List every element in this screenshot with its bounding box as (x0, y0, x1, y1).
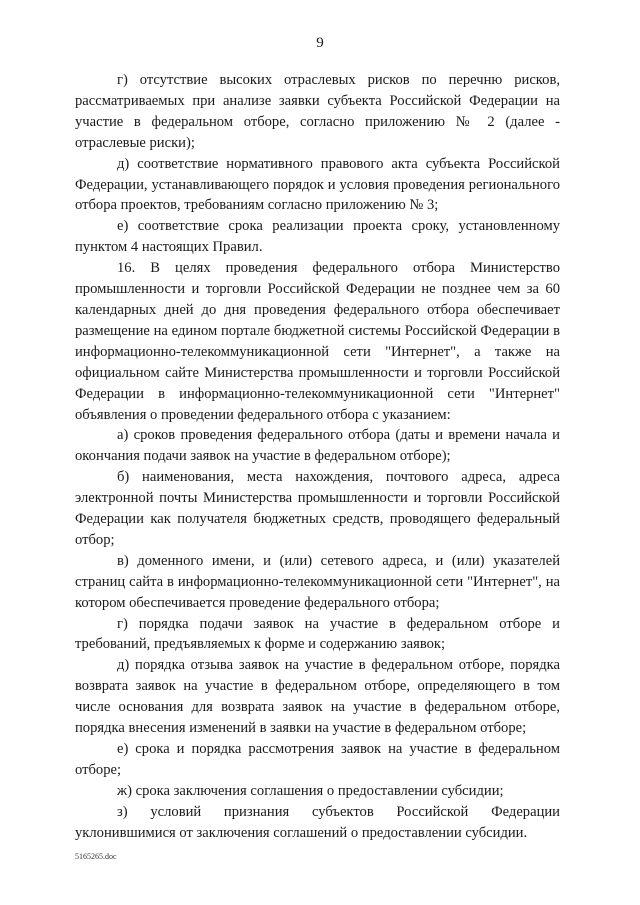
paragraph-subitem-d: д) порядка отзыва заявок на участие в федеральном отборе, порядка возврата заявок на участие в федеральном отборе, определяющего в том числе основания для возврата заявок на участие в федеральном отборе, порядка внесения изменений в заявки на участие в федеральном отборе; (75, 657, 560, 737)
paragraph-subitem-e: е) срока и порядка рассмотрения заявок на участие в федеральном отборе; (75, 741, 560, 778)
paragraph-subitem-g: г) порядка подачи заявок на участие в федеральном отборе и требований, предъявляемых к форме и содержанию заявок; (75, 615, 560, 653)
document-footer: 5165265.doc (75, 852, 117, 861)
paragraph-item-e: е) соответствие срока реализации проекта сроку, установленному пунктом 4 настоящих Правил. (75, 218, 560, 256)
paragraph-item-d: д) соответствие нормативного правового акта субъекта Российской Федерации, устанавливающего порядок и условия проведения регионального отбора проектов, требованиям согласно приложению № 3; (75, 155, 560, 214)
page-number: 9 (316, 35, 324, 51)
paragraph-subitem-v: в) доменного имени, и (или) сетевого адреса, и (или) указателей страниц сайта в информационно-телекоммуникационной сети "Интернет", на котором обеспечивается проведение федерального отбора; (75, 552, 560, 611)
paragraph-subitem-b: б) наименования, места нахождения, почтового адреса, адреса электронной почты Министерства промышленности и торговли Российской Федерации как получателя бюджетных средств, проводящего федеральный отбор; (75, 469, 560, 548)
paragraph-item-g: г) отсутствие высоких отраслевых рисков по перечню рисков, рассматриваемых при анализе заявки субъекта Российской Федерации на участие в федеральном отборе, согласно приложению № 2 (далее - отраслевые риски); (75, 72, 560, 151)
paragraph-subitem-zh: ж) срока заключения соглашения о предоставлении субсидии; (117, 782, 504, 799)
document-body (75, 70, 560, 844)
paragraph-subitem-z: з) условий признания субъектов Российской Федерации уклонившимися от заключения соглашений о предоставлении субсидии. (75, 803, 560, 841)
paragraph-subitem-a: а) сроков проведения федерального отбора (даты и времени начала и окончания подачи заявок на участие в федеральном отборе); (75, 427, 560, 465)
paragraph-clause-16: 16. В целях проведения федерального отбора Министерство промышленности и торговли Российской Федерации не позднее чем за 60 календарных дней до дня проведения федерального отбора обеспечивает размещение на едином портале бюджетной системы Российской Федерации в информационно-телекоммуникационной сети "Интернет", а также на официальном сайте Министерства промышленности и торговли Российской Федерации в информационно-телекоммуникационной сети "Интернет" объявления о проведении федерального отбора с указанием: (75, 260, 560, 423)
